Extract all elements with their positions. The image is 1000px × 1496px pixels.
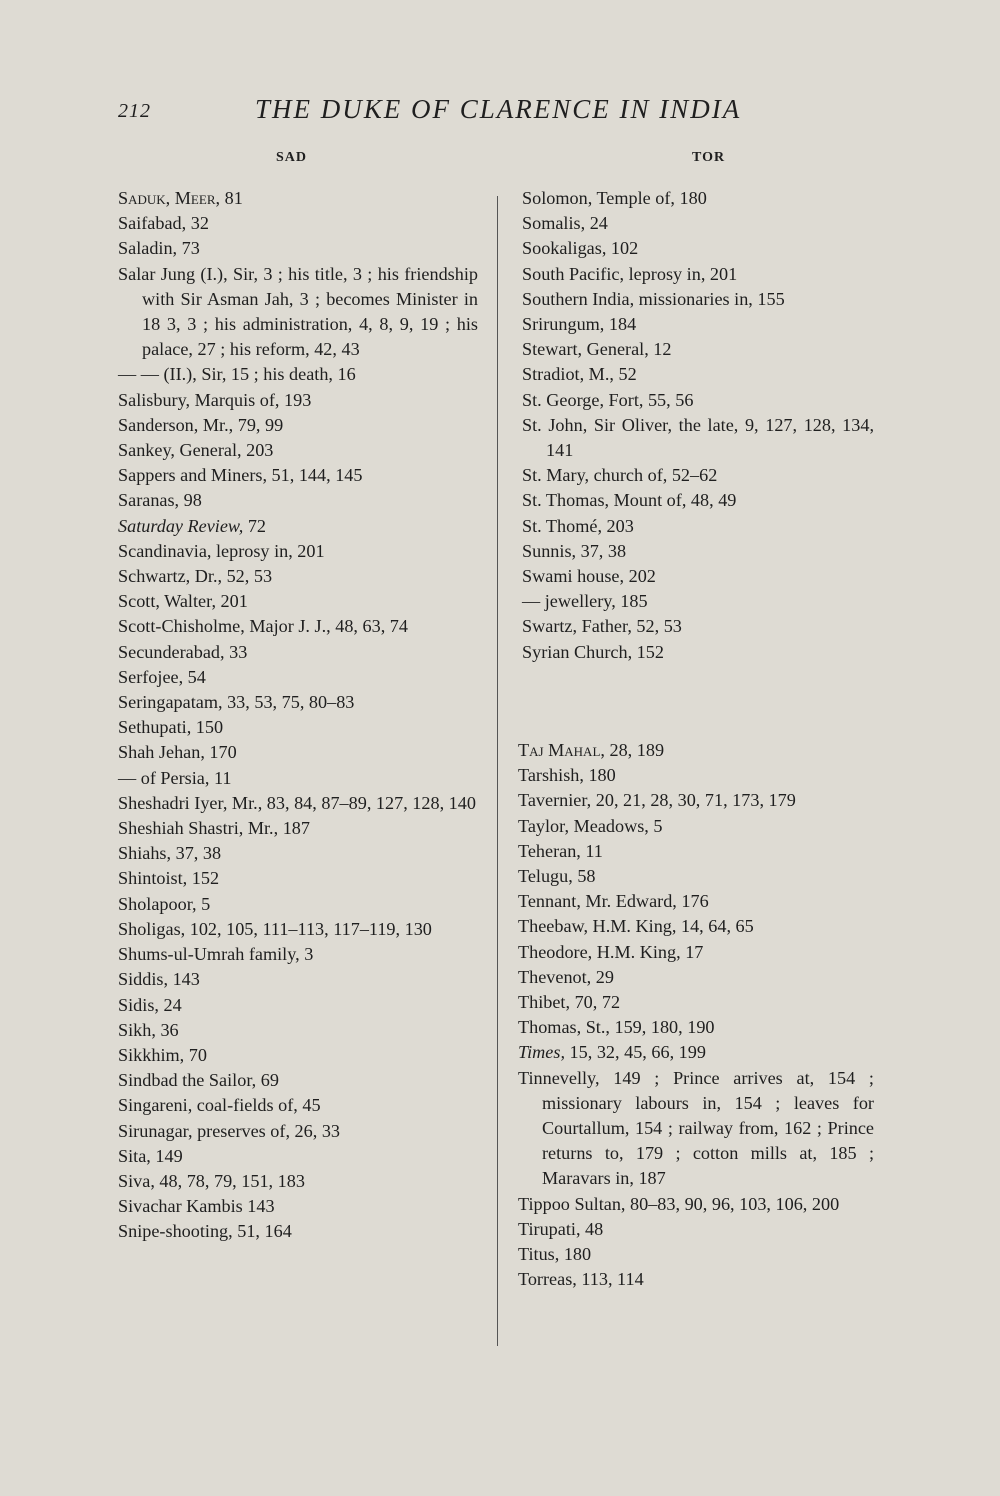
index-entry: Sheshiah Shastri, Mr., 187 [118,818,310,839]
index-entry: Somalis, 24 [522,213,608,234]
index-entry: Scott-Chisholme, Major J. J., 48, 63, 74 [118,616,408,637]
entry-head: Taj Mahal, [518,740,605,760]
index-column-left [118,186,478,1245]
index-entry: Thevenot, 29 [518,966,614,987]
index-entry: Swartz, Father, 52, 53 [522,616,682,637]
index-entry: Saifabad, 32 [118,213,209,234]
index-entry: Tinnevelly, 149 ; Prince arrives at, 154 ; missionary labours in, 154 ; leaves for Courtallum, 154 ; railway from, 162 ; Prince returns to, 179 ; cotton mills at, 185 ; Maravars in, 187 [518,1067,874,1189]
index-entry: Shiahs, 37, 38 [118,843,222,864]
column-divider [497,196,498,1346]
index-entry: Tarshish, 180 [518,765,616,786]
index-entry: Shah Jehan, 170 [118,742,237,763]
index-entry: St. Thomas, Mount of, 48, 49 [522,490,737,511]
index-entry: St. John, Sir Oliver, the late, 9, 127, 128, 134, 141 [522,414,874,461]
index-entry: Southern India, missionaries in, 155 [522,288,785,309]
index-entry: Tirupati, 48 [518,1218,604,1239]
index-entry: Sanderson, Mr., 79, 99 [118,414,284,435]
index-entry: Teheran, 11 [518,840,603,861]
index-entry: Sidis, 24 [118,994,182,1015]
index-entry: Siddis, 143 [118,969,200,990]
index-entry: Taylor, Meadows, 5 [518,815,663,836]
index-entry: St. Thomé, 203 [522,515,634,536]
index-entry: South Pacific, leprosy in, 201 [522,263,738,284]
index-entry [518,1040,874,1065]
index-entry: Thibet, 70, 72 [518,992,621,1013]
index-entry: Sankey, General, 203 [118,440,274,461]
entry-pages: 28, 189 [604,740,665,760]
index-entry: Torreas, 113, 114 [518,1269,644,1290]
page-header [118,94,758,134]
index-entry: Solomon, Temple of, 180 [522,188,707,208]
index-entry: Sita, 149 [118,1145,183,1166]
index-column-right-t [518,738,874,1292]
entry-head: Saduk, Meer, [118,188,221,208]
index-entry: Singareni, coal-fields of, 45 [118,1095,321,1116]
index-entry: Theebaw, H.M. King, 14, 64, 65 [518,916,754,937]
index-entry: Secunderabad, 33 [118,641,248,662]
index-entry: Salisbury, Marquis of, 193 [118,389,312,410]
index-entry: Tennant, Mr. Edward, 176 [518,891,709,912]
index-entry: Sookaligas, 102 [522,238,639,259]
index-entry: Srirungum, 184 [522,314,637,335]
index-entry: Sikh, 36 [118,1019,179,1040]
index-column-right-s [522,186,874,665]
catchword-right: TOR [692,150,726,165]
running-title: THE DUKE OF CLARENCE IN INDIA [255,94,742,124]
index-entry: Stradiot, M., 52 [522,364,637,385]
index-entry: — jewellery, 185 [522,591,648,612]
index-entry: Scandinavia, leprosy in, 201 [118,540,325,561]
index-entry: — — (II.), Sir, 15 ; his death, 16 [118,364,356,385]
index-entry: Saladin, 73 [118,238,200,259]
index-entry: Theodore, H.M. King, 17 [518,941,704,962]
index-entry: Sholapoor, 5 [118,893,211,914]
index-entry: Seringapatam, 33, 53, 75, 80–83 [118,692,355,713]
index-entry: Sunnis, 37, 38 [522,540,627,561]
entry-title: Saturday Review, [118,515,244,536]
index-entry: Sholigas, 102, 105, 111–113, 117–119, 130 [118,918,432,939]
entry-title: Times, [518,1042,565,1063]
index-entry [118,514,478,539]
index-entry: Schwartz, Dr., 52, 53 [118,566,273,587]
index-entry: Stewart, General, 12 [522,339,672,360]
page-number: 212 [118,100,151,122]
index-entry: Telugu, 58 [518,866,596,887]
index-entry: Siva, 48, 78, 79, 151, 183 [118,1170,305,1191]
index-entry: Saranas, 98 [118,490,202,511]
index-entry: St. Mary, church of, 52–62 [522,465,718,486]
index-entry: Serfojee, 54 [118,666,206,687]
index-entry: Tippoo Sultan, 80–83, 90, 96, 103, 106, 200 [518,1193,840,1214]
index-entry: Tavernier, 20, 21, 28, 30, 71, 173, 179 [518,790,796,811]
index-entry: — of Persia, 11 [118,767,232,788]
entry-pages: 15, 32, 45, 66, 199 [565,1042,706,1063]
entry-pages: 81 [220,188,243,208]
index-entry: Sheshadri Iyer, Mr., 83, 84, 87–89, 127, 128, 140 [118,792,476,813]
catchword-left: SAD [276,150,308,165]
index-entry [518,738,874,763]
index-entry: Sappers and Miners, 51, 144, 145 [118,465,363,486]
index-entry: Snipe-shooting, 51, 164 [118,1221,292,1242]
index-entry: Syrian Church, 152 [522,641,664,662]
entry-pages: 72 [243,515,266,536]
index-entry: Thomas, St., 159, 180, 190 [518,1017,715,1038]
index-entry: Sindbad the Sailor, 69 [118,1070,279,1091]
index-entry: Sirunagar, preserves of, 26, 33 [118,1120,341,1141]
index-entry: Salar Jung (I.), Sir, 3 ; his title, 3 ; his friendship with Sir Asman Jah, 3 ; becomes Minister in 18 3, 3 ; his administration, 4, 8, 9, 19 ; his palace, 27 ; his reform, 42, 43 [118,263,478,360]
index-entry: Sethupati, 150 [118,717,224,738]
index-entry: Scott, Walter, 201 [118,591,248,612]
index-entry: Shums-ul-Umrah family, 3 [118,944,314,965]
index-entry: Sikkhim, 70 [118,1044,207,1065]
index-entry: Shintoist, 152 [118,868,220,889]
index-entry: Sivachar Kambis 143 [118,1196,275,1217]
index-entry: St. George, Fort, 55, 56 [522,389,694,410]
index-entry: Swami house, 202 [522,566,656,587]
index-entry: Titus, 180 [518,1244,592,1265]
index-entry [118,186,478,211]
